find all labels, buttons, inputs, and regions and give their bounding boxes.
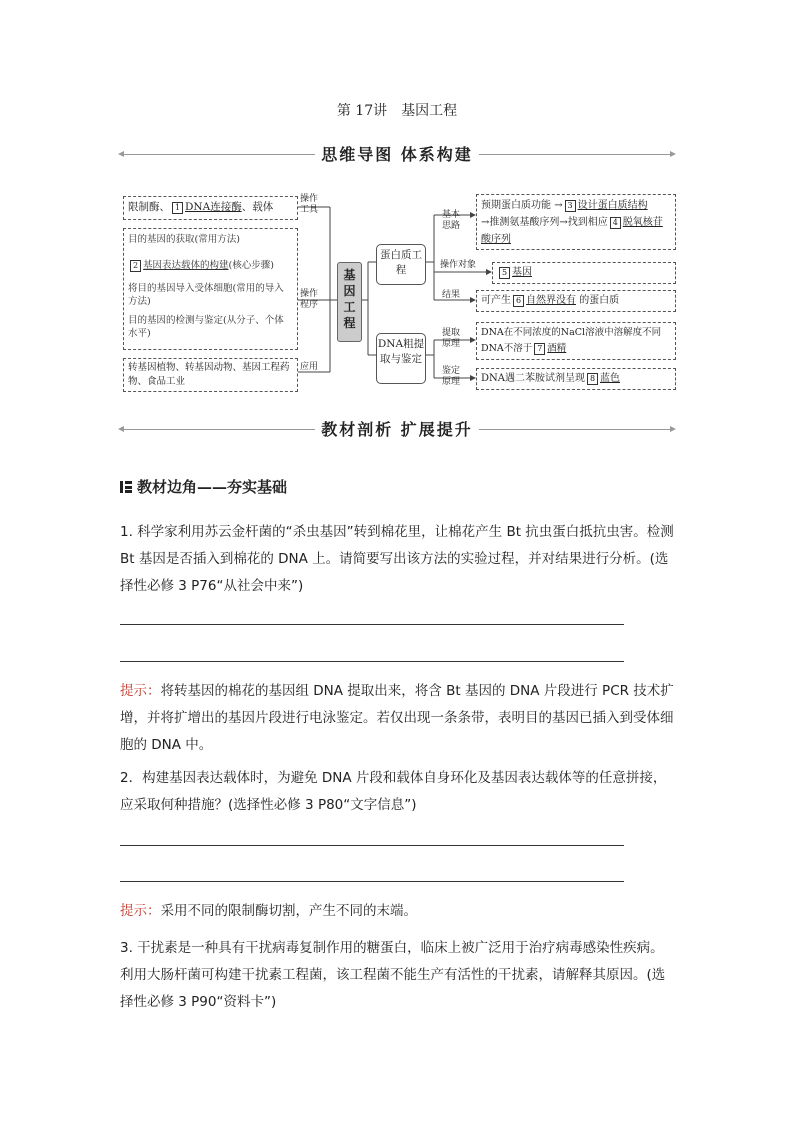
blank-number-8: 8 bbox=[587, 373, 598, 385]
answer-line bbox=[120, 661, 624, 662]
blank-answer-4: 脱氧核苷酸序列 bbox=[481, 217, 663, 245]
blank-number-3: 3 bbox=[565, 200, 576, 212]
blank-answer-8: 蓝色 bbox=[600, 373, 620, 384]
question-3: 3. 干扰素是一种具有干扰病毒复制作用的糖蛋白，临床上被广泛用于治疗病毒感染性疾病。利用大肠杆菌可构建干扰素工程菌，该工程菌不能生产有活性的干扰素，请解释其原因。(选择性必修 3 P90“资料卡”) bbox=[120, 940, 666, 1010]
answer-line bbox=[120, 881, 624, 882]
extraction-line-2 bbox=[481, 341, 671, 357]
blank-number-5: 5 bbox=[499, 267, 510, 279]
hint-text: 将转基因的棉花的基因组 DNA 提取出来，将含 Bt 基因的 DNA 片段进行 PCR 技术扩增，并将扩增出的基因片段进行电泳鉴定。若仅出现一条条带，表明目的基因已插入到受体细胞的 DNA 中。 bbox=[120, 683, 674, 753]
label-result: 结果 bbox=[442, 290, 461, 300]
section-title-mindmap: 思维导图 体系构建 bbox=[315, 145, 479, 164]
basic-idea-line-2 bbox=[481, 214, 671, 248]
center-node: 基因工程 bbox=[337, 262, 362, 342]
blank-answer-1: DNA连接酶 bbox=[185, 201, 242, 213]
tools-text: 限制酶、 bbox=[128, 201, 170, 213]
arrow-right-icon: → bbox=[559, 217, 568, 228]
section-title-textbook: 教材剖析 扩展提升 bbox=[315, 420, 479, 439]
procedure-step-3: 将目的基因导入受体细胞(常用的导入方法) bbox=[128, 283, 284, 307]
hint-text: 采用不同的限制酶切割，产生不同的末端。 bbox=[160, 903, 417, 919]
blank-number-4: 4 bbox=[610, 217, 621, 229]
label-identification-principle: 鉴定原理 bbox=[442, 366, 461, 387]
blank-number-7: 7 bbox=[534, 343, 545, 355]
tools-box bbox=[123, 196, 298, 220]
blank-number-1: 1 bbox=[172, 202, 183, 214]
blank-answer-7: 酒精 bbox=[547, 343, 567, 354]
label-target: 操作对象 bbox=[440, 260, 477, 270]
label-application: 应用 bbox=[300, 362, 319, 372]
result-text: 可产生 bbox=[481, 295, 511, 306]
idea-text-2: 推测氨基酸序列 bbox=[489, 217, 560, 228]
procedure-step-4: 目的基因的检测与鉴定(从分子、个体水平) bbox=[128, 315, 284, 339]
protein-engineering-node: 蛋白质工程 bbox=[376, 244, 426, 285]
hint-label: 提示： bbox=[120, 683, 161, 699]
procedure-step-1: 目的基因的获取(常用方法) bbox=[128, 234, 240, 245]
section-banner-textbook bbox=[120, 417, 674, 441]
result-box bbox=[476, 290, 676, 312]
question-2: 2．构建基因表达载体时，为避免 DNA 片段和载体自身环化及基因表达载体等的任意拼接，应采取何种措施？(选择性必修 3 P80“文字信息”) bbox=[120, 770, 667, 813]
hint-1 bbox=[120, 678, 675, 759]
idea-text-3: 找到相应 bbox=[567, 217, 608, 228]
hint-2 bbox=[120, 898, 675, 925]
identification-box bbox=[476, 368, 676, 390]
question-1: 1. 科学家利用苏云金杆菌的“杀虫基因”转到棉花里，让棉花产生 Bt 抗虫蛋白抵抗虫害。检测 Bt 基因是否插入到棉花的 DNA 上。请简要写出该方法的实验过程，并对结果进行分析。(选择性必修 3 P76“从社会中来”) bbox=[120, 524, 674, 594]
tools-text-end: 、载体 bbox=[241, 201, 274, 213]
arrow-right-icon: → bbox=[481, 217, 490, 228]
answer-line bbox=[120, 624, 624, 625]
application-box: 转基因植物、转基因动物、基因工程药物、食品工业 bbox=[123, 358, 298, 392]
subsection-title: 教材边角——夯实基础 bbox=[137, 478, 288, 496]
label-procedure: 操作程序 bbox=[300, 289, 319, 310]
result-text-end: 的蛋白质 bbox=[579, 295, 620, 306]
idea-text-1: 预期蛋白质功能 bbox=[481, 200, 551, 211]
label-extraction-principle: 提取原理 bbox=[442, 328, 461, 349]
blank-number-2: 2 bbox=[130, 260, 141, 272]
subsection-heading bbox=[120, 476, 287, 497]
arrow-right-icon: → bbox=[554, 200, 563, 211]
procedure-step-2 bbox=[128, 259, 293, 273]
blank-number-6: 6 bbox=[513, 295, 524, 307]
hint-label: 提示： bbox=[120, 903, 161, 919]
page-title: 第 17讲 基因工程 bbox=[336, 103, 458, 119]
list-icon bbox=[120, 481, 132, 493]
extraction-text: DNA不溶于 bbox=[481, 343, 533, 354]
target-box bbox=[492, 262, 676, 284]
basic-idea-line-1 bbox=[481, 197, 671, 214]
blank-answer-6: 自然界没有 bbox=[526, 295, 576, 306]
answer-line bbox=[120, 845, 624, 846]
label-tools: 操作工具 bbox=[300, 194, 319, 215]
procedure-step-2-note: (核心步骤) bbox=[228, 260, 274, 271]
identification-text: DNA遇二苯胺试剂呈现 bbox=[481, 373, 585, 384]
blank-answer-2: 基因表达载体的构建 bbox=[143, 260, 229, 271]
procedure-box bbox=[123, 228, 298, 350]
basic-idea-box bbox=[476, 194, 676, 250]
dna-extraction-node: DNA粗提取与鉴定 bbox=[376, 333, 426, 384]
extraction-line-1: DNA在不同浓度的NaCl溶液中溶解度不同 bbox=[481, 327, 662, 338]
extraction-box bbox=[476, 322, 676, 360]
blank-answer-3: 设计蛋白质结构 bbox=[577, 200, 648, 211]
label-basic-idea: 基本思路 bbox=[442, 210, 461, 231]
blank-answer-5: 基因 bbox=[512, 267, 532, 278]
